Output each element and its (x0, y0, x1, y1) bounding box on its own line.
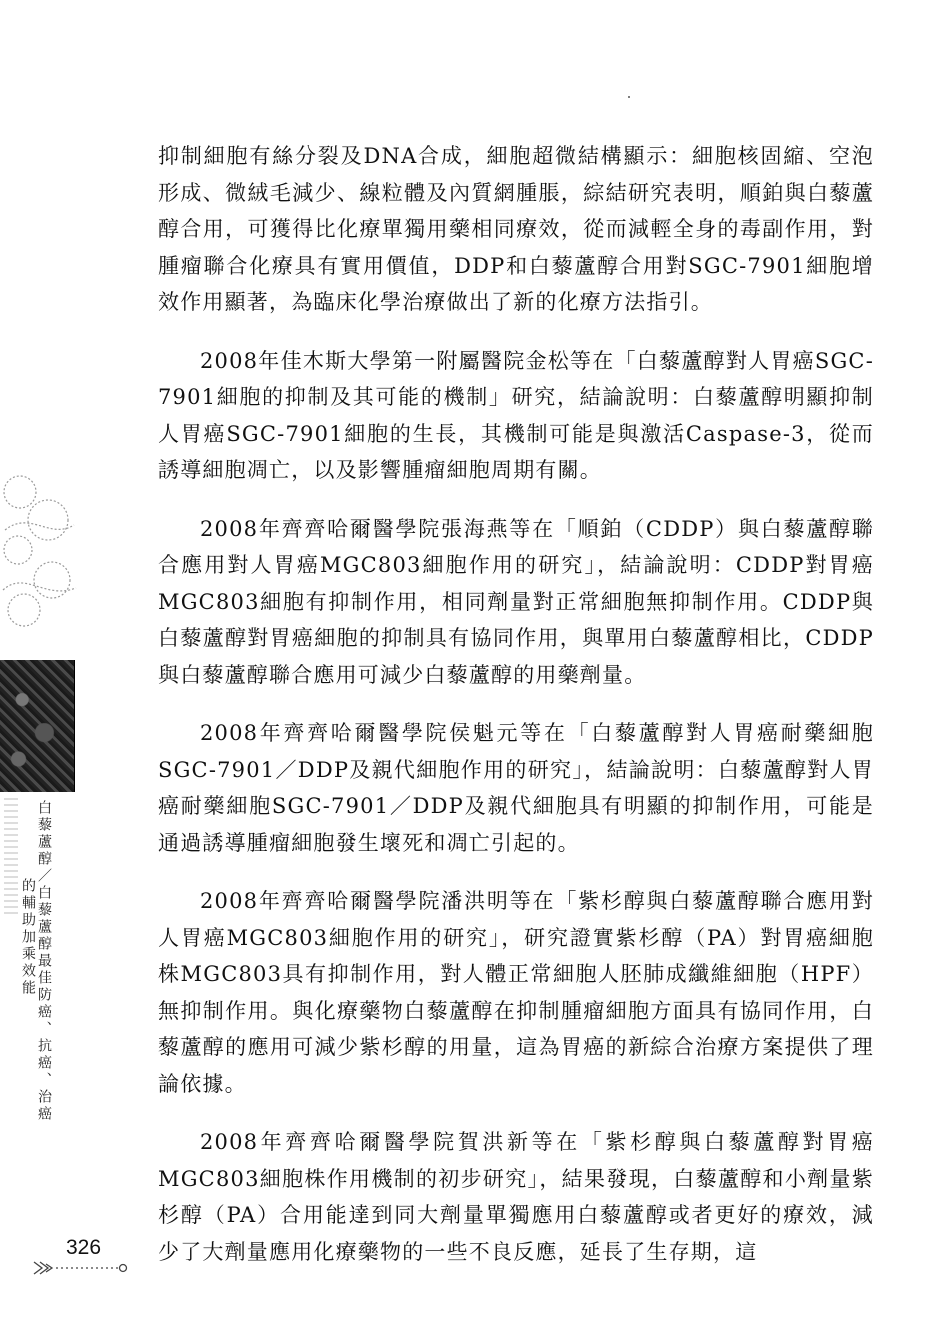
faint-english-title (4, 798, 18, 918)
arrow-ornament-icon (30, 1256, 130, 1280)
side-title-line-2: 的輔助加乘效能 (20, 878, 36, 997)
paragraph-1: 抑制細胞有絲分裂及DNA合成，細胞超微結構顯示：細胞核固縮、空泡形成、微絨毛減少、線粒體及內質網腫脹，綜結研究表明，順鉑與白藜蘆醇合用，可獲得比化療單獨用藥相同療效，從而減輕全身的毒副作用，對腫瘤聯合化療具有實用價值，DDP和白藜蘆醇合用對SGC-7901細胞增效作用顯著，為臨床化學治療做出了新的化療方法指引。 (158, 144, 874, 314)
paragraph-5: 2008年齊齊哈爾醫學院潘洪明等在「紫杉醇與白藜蘆醇聯合應用對人胃癌MGC803細胞作用的研究」，研究證實紫杉醇（PA）對胃癌細胞株MGC803具有抑制作用，對人體正常細胞人胚肺成纖維細胞（HPF）無抑制作用。與化療藥物白藜蘆醇在抑制腫瘤細胞方面具有協同作用，白藜蘆醇的應用可減少紫杉醇的用量，這為胃癌的新綜合治療方案提供了理論依據。 (158, 889, 874, 1096)
scan-speck (628, 96, 630, 98)
paragraph-6: 2008年齊齊哈爾醫學院賀洪新等在「紫杉醇與白藜蘆醇對胃癌MGC803細胞株作用機制的初步研究」，結果發現，白藜蘆醇和小劑量紫杉醇（PA）合用能達到同大劑量單獨應用白藜蘆醇或者更好的療效，減少了大劑量應用化療藥物的一些不良反應，延長了生存期，這 (158, 1130, 874, 1264)
side-title-band (0, 792, 70, 1172)
side-title-line-1: 白藜蘆醇／白藜蘆醇最佳防癌、抗癌、治癌 (36, 800, 52, 1123)
page-number: 326 (66, 1236, 102, 1259)
body-text (158, 138, 874, 1292)
floral-ornament-icon (0, 470, 78, 640)
side-photo (0, 660, 75, 792)
paragraph-4: 2008年齊齊哈爾醫學院侯魁元等在「白藜蘆醇對人胃癌耐藥細胞SGC-7901／DDP及親代細胞作用的研究」，結論說明：白藜蘆醇對人胃癌耐藥細胞SGC-7901／DDP及親代細胞具有明顯的抑制作用，可能是通過誘導腫瘤細胞發生壞死和凋亡引起的。 (158, 721, 874, 855)
paragraph-2: 2008年佳木斯大學第一附屬醫院金松等在「白藜蘆醇對人胃癌SGC-7901細胞的抑制及其可能的機制」研究，結論說明：白藜蘆醇明顯抑制人胃癌SGC-7901細胞的生長，其機制可能是與激活Caspase-3，從而誘導細胞凋亡，以及影響腫瘤細胞周期有關。 (158, 348, 874, 482)
paragraph-3: 2008年齊齊哈爾醫學院張海燕等在「順鉑（CDDP）與白藜蘆醇聯合應用對人胃癌MGC803細胞作用的研究」，結論說明：CDDP對胃癌MGC803細胞有抑制作用，相同劑量對正常細胞無抑制作用。CDDP與白藜蘆醇對胃癌細胞的抑制具有協同作用，與單用白藜蘆醇相比，CDDP與白藜蘆醇聯合應用可減少白藜蘆醇的用藥劑量。 (158, 516, 874, 687)
